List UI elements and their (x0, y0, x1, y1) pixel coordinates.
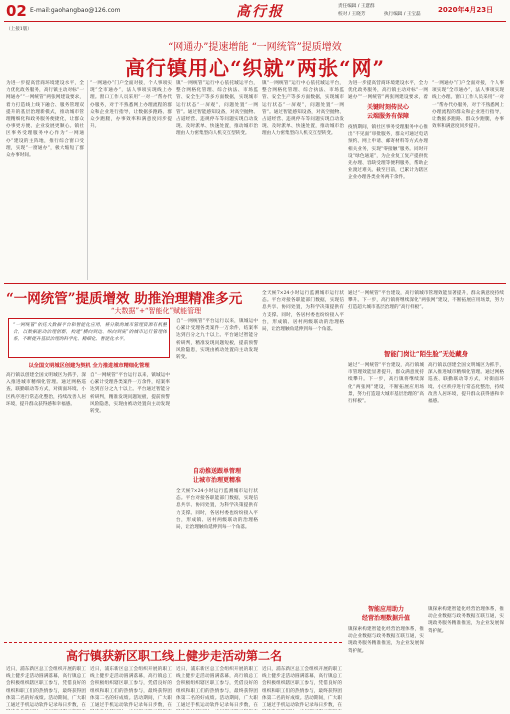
second-col-5: 高行镇以创建全国文明城区为抓手，深入推进城市精细化管理。通过网格巡查、联勤联动等方式，对街面环境、小区秩序进行常态化整治，持续改善人居环境，提升群众获得感和幸福感。 (428, 363, 504, 405)
masthead-designer: 执行编辑 / 王宝磊 (384, 12, 421, 17)
main-col-4: 疫情期间，镇社区事务受理服务中心推出“不见面”审批服务，群众可通过电话预约、网上申请、邮寄材料等方式办理相关业务，实现“零接触”服务。同时开设“绿色通道”，为企业复工复产提供优先办理、容缺受理等便利服务，帮助企业渡过难关。截至目前，已累计为辖区企业办理各类业务两千余件。 (348, 125, 428, 181)
main-col4-sub: 云端服务有保障 (366, 113, 409, 120)
main-kicker: “网通办”提速增能 “一网统管”提质增效 (168, 42, 342, 53)
intro-box (8, 318, 170, 358)
main-col-5: “一网通办”门户全面对接，个人事项实现“全市通办”，法人事项实现线上办理。窗口工作人员采用“一对一”帮办代办服务，对于不熟悉网上办理流程的群众和企业进行指导，让数据多跑路、群众少跑腿，办事效率和满意度同步提升。 (432, 81, 504, 130)
bottom-headline: 高行镇获新区职工线上健步走活动第二名 (65, 649, 282, 663)
col-divider (87, 80, 88, 280)
bottom-col-1: 近日，浦东新区总工会组织开展的职工线上健步走活动圆满落幕，高行镇总工会积极组织辖区职工参与，凭借良好的组织和职工们的热情参与，最终获得团体第二名的好成绩。活动期间，广大职工通过手机运动软件记录每日步数，在 (6, 667, 86, 709)
section-rule (4, 283, 506, 284)
second-col-4a: 通过“一网统管”平台建设，高行镇城市管理效能显著提升，群众满意度持续攀升。下一步，高行镇将继续深化“两张网”建设，不断拓展应用场景，努力打造超大城市基层治理的“高行样板”。 (348, 291, 504, 311)
masthead-chief-editor: 责任编辑 / 王薏群 (338, 4, 375, 9)
main-headline: 高行镇用心“织就”两张“网” (124, 56, 385, 80)
main-col-4a: 为进一步提高营商环境建设水平，全力优化政务服务，高行镇主动对标“一网通办”“一网统管”两张网建设要求，着 (348, 81, 428, 100)
second-col-2: 自“一网统管”平台运行以来，镇城运中心累计受理各类案件一万余件，结案率达到百分之九十以上。平台通过智能分析研判，精准发现问题短板，提前预警风险隐患，实现由被动处置向主动发现转变。 (176, 319, 258, 361)
main-col-3b: 镇“一网统管”运行中心依托城运平台，整合网格化管理、综合执法、市场监管、安全生产等多方面数据，实现城市运行状态“一屏观”，问题处置“一网管”。通过智能感知设备，对高空抛物、占道经营、违规停车等问题实现自动发现、及时派单、快速处置，推动城市治理由人力密集型向人机交互型转变。 (262, 81, 344, 137)
masthead (0, 0, 510, 22)
second-col-1: 高行镇以创建全国文明城区为抓手，深入推进城市精细化管理。通过网格巡查、联勤联动等方式，对街面环境、小区秩序进行常态化整治，持续改善人居环境，提升群众获得感和幸福感。 (6, 373, 86, 407)
sec1-head: 以全国文明城区创建为契机 全力推进城市精细化管理 (28, 363, 150, 369)
second-col-3: 全天候7×24小时运行监测城市运行状态。平台对接各职能部门数据，实现信息共享、协同处置，为科学决策提供有力支撑。同时，各居村委也纷纷接入平台，形成镇、居村两级联动的治理格局，让治理触角延伸到每一个角落。 (262, 291, 344, 333)
masthead-proofreader: 校对 / 王晓芳 (338, 12, 366, 17)
second-headline: “一网统管”提质增效 助推治理精准多元 (6, 291, 243, 307)
masthead-logo: 高行报 (236, 4, 284, 20)
masthead-email: E-mail:gaohangbao@126.com (30, 7, 121, 14)
second-col-6: 镇探索构建智能化经营治理体系，推动企业数据与政务数据互联互通，实现政务服务精准推送，为企业发展保驾护航。 (428, 607, 504, 634)
bottom-rule (4, 642, 342, 643)
second-col-4: 通过“一网统管”平台建设，高行镇城市管理效能显著提升，群众满意度持续攀升。下一步，高行镇将继续深化“两张网”建设，不断拓展应用场景，努力打造超大城市基层治理的“高行样板”。 (348, 363, 424, 405)
second-col2-head: 自动推送跟单管理 (192, 468, 241, 475)
second-col4-head: 智能门岗让“陌生脸”无处藏身 (383, 350, 469, 358)
second-col-2b: 全天候7×24小时运行监测城市运行状态。平台对接各职能部门数据，实现信息共享、协同处置，为科学决策提供有力支撑。同时，各居村委也纷纷接入平台，形成镇、居村两级联动的治理格局，让治理触角延伸到每一个角落。 (176, 489, 258, 531)
page-number: 02 (6, 2, 27, 20)
main-col-2: “一网通办”门户全面对接，个人事项实现“全市通办”，法人事项实现线上办理。窗口工作人员采用“一对一”帮办代办服务，对于不熟悉网上办理流程的群众和企业进行指导，让数据多跑路、群众少跑腿，办事效率和满意度同步提升。 (90, 81, 172, 130)
second-col2-sub: 让城市治理更精准 (192, 477, 241, 484)
main-col-3: 镇“一网统管”运行中心依托城运平台，整合网格化管理、综合执法、市场监管、安全生产等多方面数据，实现城市运行状态“一屏观”，问题处置“一网管”。通过智能感知设备，对高空抛物、占道经营、违规停车等问题实现自动发现、及时派单、快速处置，推动城市治理由人力密集型向人机交互型转变。 (176, 81, 258, 137)
bottom-col-3: 近日，浦东新区总工会组织开展的职工线上健步走活动圆满落幕，高行镇总工会积极组织辖区职工参与，凭借良好的组织和职工们的热情参与，最终获得团体第二名的好成绩。活动期间，广大职工通过手机运动软件记录每日步数，在 (176, 667, 258, 709)
masthead-date: 2020年4月23日 (438, 6, 494, 14)
second-col-5b: 镇探索构建智能化经营治理体系，推动企业数据与政务数据互联互通，实现政务服务精准推送，为企业发展保驾护航。 (348, 627, 424, 654)
bottom-col-4: 近日，浦东新区总工会组织开展的职工线上健步走活动圆满落幕，高行镇总工会积极组织辖区职工参与，凭借良好的组织和职工们的热情参与，最终获得团体第二名的好成绩。活动期间，广大职工通过手机运动软件记录每日步数，在 (262, 667, 342, 709)
second-col5-head: 智能应用助力 (367, 606, 404, 613)
second-col-1b: 自“一网统管”平台运行以来，镇城运中心累计受理各类案件一万余件，结案率达到百分之九十以上。平台通过智能分析研判，精准发现问题短板，提前预警风险隐患，实现由被动处置向主动发现转变。 (90, 373, 170, 415)
second-col5-sub: 经营治理数据升值 (361, 615, 410, 622)
main-col4-head: 关键时刻传民心 (366, 104, 409, 111)
continued-note: （上接1版） (6, 27, 32, 32)
masthead-rule (4, 21, 506, 22)
bottom-col-2: 近日，浦东新区总工会组织开展的职工线上健步走活动圆满落幕，高行镇总工会积极组织辖区职工参与，凭借良好的组织和职工们的热情参与，最终获得团体第二名的好成绩。活动期间，广大职工通过手机运动软件记录每日步数，在 (90, 667, 172, 709)
intro-text: “一网统管”依托大数据平台和智能化应用，将分散的城市管理资源有机整合，以数据驱动治理创新，构建“横向到边、纵向到底”的城市运行管理体系，不断提升基层治理的科学化、精细化、智能化水平。 (13, 323, 167, 343)
second-subtitle: “大数据”+“智能化”赋能管理 (110, 307, 202, 315)
main-col-1: 为进一步提高营商环境建设水平，全力优化政务服务，高行镇主动对标“一网通办”“一网统管”两张网建设要求，着力打造线上线下融合、服务管理双提升的基层治理新模式，推动城市管理精细化和政务服务便捷化，让群众办事更方便、企业发展更顺心。镇社区事务受理服务中心作为“一网通办”建设的主阵地，推行综合窗口受理，实现“一窗通办”，极大缩短了群众办事时间。 (6, 81, 84, 159)
